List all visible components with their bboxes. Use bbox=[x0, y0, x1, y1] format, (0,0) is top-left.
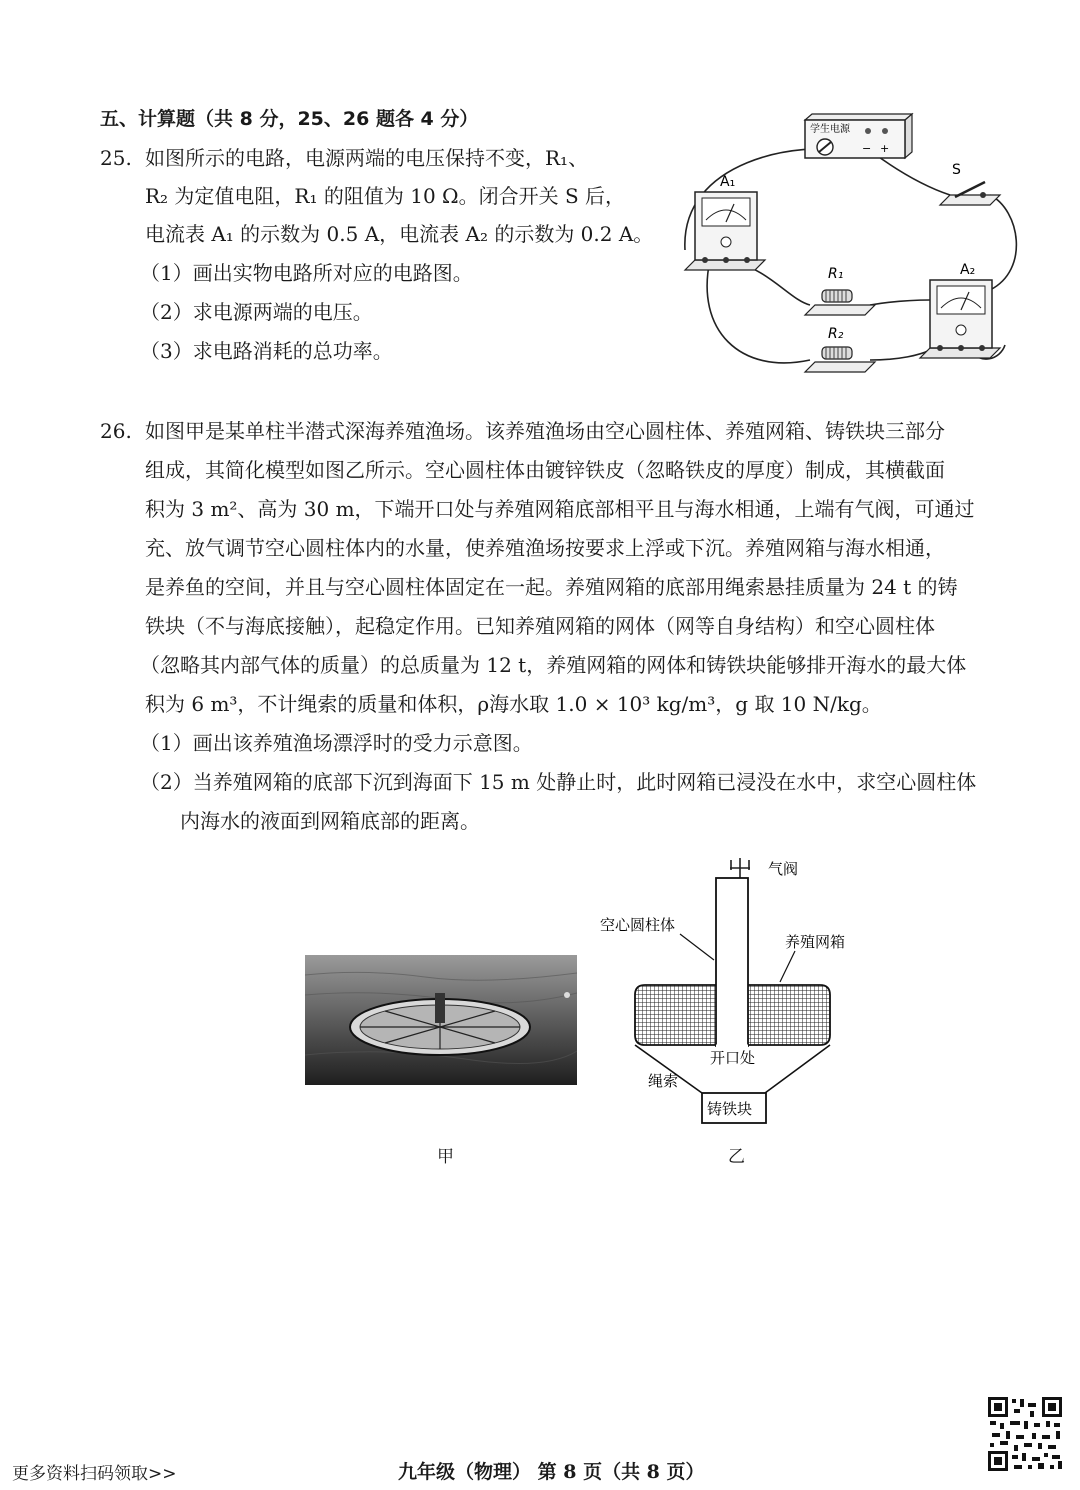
q26-line-8: 积为 6 m³，不计绳索的质量和体积，ρ海水取 1.0 × 10³ kg/m³，g 取 10 N/kg。 bbox=[145, 692, 882, 716]
q25-part-1: （1）画出实物电路所对应的电路图。 bbox=[140, 261, 473, 285]
qr-code-icon[interactable] bbox=[986, 1395, 1064, 1473]
q26-part-2: （2）当养殖网箱的底部下沉到海面下 15 m 处静止时，此时网箱已浸没在水中，求空心圆柱体 bbox=[140, 770, 977, 794]
question-25-number: 25. bbox=[100, 146, 132, 170]
hollow-cylinder bbox=[716, 878, 748, 1046]
q25-line-3: 电流表 A₁ 的示数为 0.5 A，电流表 A₂ 的示数为 0.2 A。 bbox=[145, 222, 654, 246]
opening-label: 开口处 bbox=[710, 1049, 756, 1067]
footer-more-resources-link[interactable]: 更多资料扫码领取>> bbox=[12, 1464, 177, 1484]
q26-line-5: 是养鱼的空间，并且与空心圆柱体固定在一起。养殖网箱的底部用绳索悬挂质量为 24 t 的铸 bbox=[145, 575, 958, 599]
ammeter-a1 bbox=[685, 174, 765, 270]
q25-part-3: （3）求电路消耗的总功率。 bbox=[140, 339, 393, 363]
q25-part-2: （2）求电源两端的电压。 bbox=[140, 300, 373, 324]
resistor-r1 bbox=[805, 266, 875, 315]
q25-line-2: R₂ 为定值电阻，R₁ 的阻值为 10 Ω。闭合开关 S 后， bbox=[145, 184, 626, 208]
farm-model-diagram bbox=[590, 850, 890, 1130]
ammeter-a1-label: A₁ bbox=[720, 174, 736, 190]
power-plus: + bbox=[880, 142, 890, 155]
q26-line-2: 组成，其简化模型如图乙所示。空心圆柱体由镀锌铁皮（忽略铁皮的厚度）制成，其横截面 bbox=[145, 458, 945, 482]
cage-label: 养殖网箱 bbox=[785, 933, 846, 951]
q26-part-2-cont: 内海水的液面到网箱底部的距离。 bbox=[180, 809, 480, 833]
valve-icon bbox=[730, 858, 750, 878]
question-26-number: 26. bbox=[100, 419, 132, 443]
valve-label: 气阀 bbox=[768, 860, 799, 878]
power-minus: − bbox=[862, 142, 872, 155]
footer-page-info: 九年级（物理） 第 8 页（共 8 页） bbox=[398, 1461, 705, 1483]
q26-line-6: 铁块（不与海底接触），起稳定作用。已知养殖网箱的网体（网等自身结构）和空心圆柱体 bbox=[145, 614, 935, 638]
q25-line-1: 如图所示的电路，电源两端的电压保持不变，R₁、 bbox=[145, 146, 589, 170]
iron-block-label: 铸铁块 bbox=[707, 1100, 753, 1118]
circuit-figure bbox=[650, 100, 1030, 390]
q26-line-7: （忽略其内部气体的质量）的总质量为 12 t，养殖网箱的网体和铸铁块能够排开海水的最大体 bbox=[140, 653, 967, 677]
q26-line-3: 积为 3 m²、高为 30 m，下端开口处与养殖网箱底部相平且与海水相通，上端有气阀，可通过 bbox=[145, 497, 975, 521]
q26-line-1: 如图甲是某单柱半潜式深海养殖渔场。该养殖渔场由空心圆柱体、养殖网箱、铸铁块三部分 bbox=[145, 419, 945, 443]
resistor-r2 bbox=[805, 326, 875, 372]
cylinder-label: 空心圆柱体 bbox=[600, 916, 676, 934]
rope-right bbox=[765, 1045, 830, 1093]
fish-farm-photo bbox=[305, 955, 577, 1085]
switch-label: S bbox=[952, 162, 961, 178]
power-supply-label: 学生电源 bbox=[810, 124, 850, 135]
switch bbox=[940, 162, 1000, 205]
resistor-r1-label: R₁ bbox=[828, 266, 844, 282]
q26-line-4: 充、放气调节空心圆柱体内的水量，使养殖渔场按要求上浮或下沉。养殖网箱与海水相通， bbox=[145, 536, 945, 560]
rope-label: 绳索 bbox=[648, 1072, 679, 1090]
ammeter-a2 bbox=[920, 262, 1000, 358]
caption-jia: 甲 bbox=[437, 1147, 454, 1167]
resistor-r2-label: R₂ bbox=[828, 326, 844, 342]
power-supply bbox=[805, 114, 912, 158]
section-title: 五、计算题（共 8 分，25、26 题各 4 分） bbox=[100, 108, 479, 130]
q26-part-1: （1）画出该养殖渔场漂浮时的受力示意图。 bbox=[140, 731, 533, 755]
caption-yi: 乙 bbox=[728, 1147, 745, 1167]
ammeter-a2-label: A₂ bbox=[960, 262, 976, 278]
